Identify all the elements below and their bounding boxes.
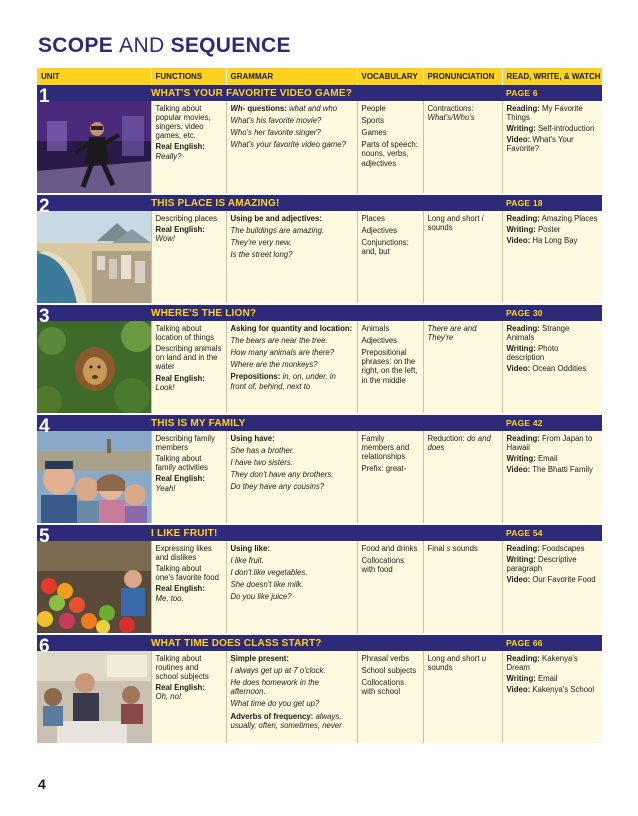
functions-cell: Describing family members Talking about family activities Real English: Yeah! (151, 431, 226, 524)
unit-page: PAGE 30 (506, 307, 543, 318)
header-unit: UNIT (37, 68, 151, 85)
unit-header-row (37, 414, 602, 431)
header-functions: FUNCTIONS (151, 68, 226, 85)
grammar-cell: Using have: She has a brother. I have two sisters. They don't have any brothers. Do they have any cousins? (226, 431, 357, 524)
unit-number: 5 (39, 526, 50, 547)
unit-page: PAGE 42 (506, 417, 543, 428)
read-write-watch-cell: Reading: Foodscapes Writing: Descriptive paragraph Video: Our Favorite Food (502, 541, 602, 634)
grammar-cell: Asking for quantity and location: The bears are near the tree. How many animals are there? Where are the monkeys? Prepositions: in, on, under, in front of, behind, next to (226, 321, 357, 414)
functions-cell: Describing places Real English: Wow! (151, 211, 226, 304)
vocabulary-cell: Phrasal verbs School subjects Collocations with school (357, 651, 423, 744)
unit-title: THIS PLACE IS AMAZING! (151, 197, 280, 209)
unit-row (37, 101, 602, 194)
unit-header-row (37, 524, 602, 541)
unit-number: 1 (39, 86, 50, 107)
pronunciation-cell: Contractions: What's/Who's (423, 101, 502, 194)
unit-row (37, 431, 602, 524)
vocabulary-cell: Places Adjectives Conjunctions: and, but (357, 211, 423, 304)
unit-header-row (37, 634, 602, 651)
scope-sequence-table (37, 68, 602, 745)
unit-title: WHERE'S THE LION? (151, 307, 257, 319)
unit-row (37, 651, 602, 744)
vocabulary-cell: Family members and relationships Prefix: great- (357, 431, 423, 524)
pronunciation-cell: There are and They're (423, 321, 502, 414)
page-title: SCOPE AND SEQUENCE (38, 34, 291, 57)
unit-page: PAGE 54 (506, 527, 543, 538)
read-write-watch-cell: Reading: My Favorite Things Writing: Self-introduction Video: What's Your Favorite? (502, 101, 602, 194)
header-pronunciation: PRONUNCIATION (423, 68, 502, 85)
unit-row (37, 541, 602, 634)
unit-header-row (37, 85, 602, 101)
vocabulary-cell: People Sports Games Parts of speech: nouns, verbs, adjectives (357, 101, 423, 194)
read-write-watch-cell: Reading: Strange Animals Writing: Photo description Video: Ocean Oddities (502, 321, 602, 414)
vocabulary-cell: Food and drinks Collocations with food (357, 541, 423, 634)
header-read-write-watch: READ, WRITE, & WATCH (502, 68, 602, 85)
video-game-player-photo (37, 101, 151, 193)
grammar-cell: Wh- questions: what and who What's his favorite movie? Who's her favorite singer? What's your favorite video game? (226, 101, 357, 194)
page-number: 4 (38, 776, 46, 792)
grammar-cell: Using like: I like fruit. I don't like vegetables. She doesn't like milk. Do you like juice? (226, 541, 357, 634)
unit-title: WHAT TIME DOES CLASS START? (151, 637, 322, 649)
unit-header-row (37, 194, 602, 211)
unit-number: 2 (39, 196, 50, 217)
unit-page: PAGE 66 (506, 637, 543, 648)
read-write-watch-cell: Reading: From Japan to Hawaii Writing: Email Video: The Bhatti Family (502, 431, 602, 524)
header-vocabulary: VOCABULARY (357, 68, 423, 85)
unit-row (37, 211, 602, 304)
classroom-photo (37, 651, 151, 743)
header-grammar: GRAMMAR (226, 68, 357, 85)
pronunciation-cell: Long and short u sounds (423, 651, 502, 744)
table-header-row (37, 68, 602, 85)
family-selfie-photo (37, 431, 151, 523)
pronunciation-cell: Long and short i sounds (423, 211, 502, 304)
unit-number: 4 (39, 416, 50, 437)
grammar-cell: Simple present: I always get up at 7 o'clock. He does homework in the afternoon. What time do you get up? Adverbs of frequency: always, usually, often, sometimes, never (226, 651, 357, 744)
functions-cell: Talking about routines and school subjects Real English: Oh, no! (151, 651, 226, 744)
unit-title: I LIKE FRUIT! (151, 527, 218, 539)
pronunciation-cell: Final s sounds (423, 541, 502, 634)
vocabulary-cell: Animals Adjectives Prepositional phrases: on the right, on the left, in the middle (357, 321, 423, 414)
grammar-cell: Using be and adjectives: The buildings are amazing. They're very new. Is the street long? (226, 211, 357, 304)
unit-title: WHAT'S YOUR FAVORITE VIDEO GAME? (151, 87, 353, 99)
unit-number: 3 (39, 306, 50, 327)
unit-row (37, 321, 602, 414)
beach-city-photo (37, 211, 151, 303)
unit-page: PAGE 18 (506, 197, 543, 208)
functions-cell: Talking about popular movies, singers, video games, etc. Real English: Really? (151, 101, 226, 194)
lion-photo (37, 321, 151, 413)
pronunciation-cell: Reduction: do and does (423, 431, 502, 524)
functions-cell: Expressing likes and dislikes Talking about one's favorite food Real English: Me, too. (151, 541, 226, 634)
functions-cell: Talking about location of things Describing animals on land and in the water Real English: Look! (151, 321, 226, 414)
read-write-watch-cell: Reading: Amazing Places Writing: Poster Video: Ha Long Bay (502, 211, 602, 304)
fruit-market-photo (37, 541, 151, 633)
unit-header-row (37, 304, 602, 321)
unit-title: THIS IS MY FAMILY (151, 417, 246, 429)
unit-page: PAGE 6 (506, 87, 538, 98)
unit-number: 6 (39, 636, 50, 657)
read-write-watch-cell: Reading: Kakenya's Dream Writing: Email Video: Kakenya's School (502, 651, 602, 744)
